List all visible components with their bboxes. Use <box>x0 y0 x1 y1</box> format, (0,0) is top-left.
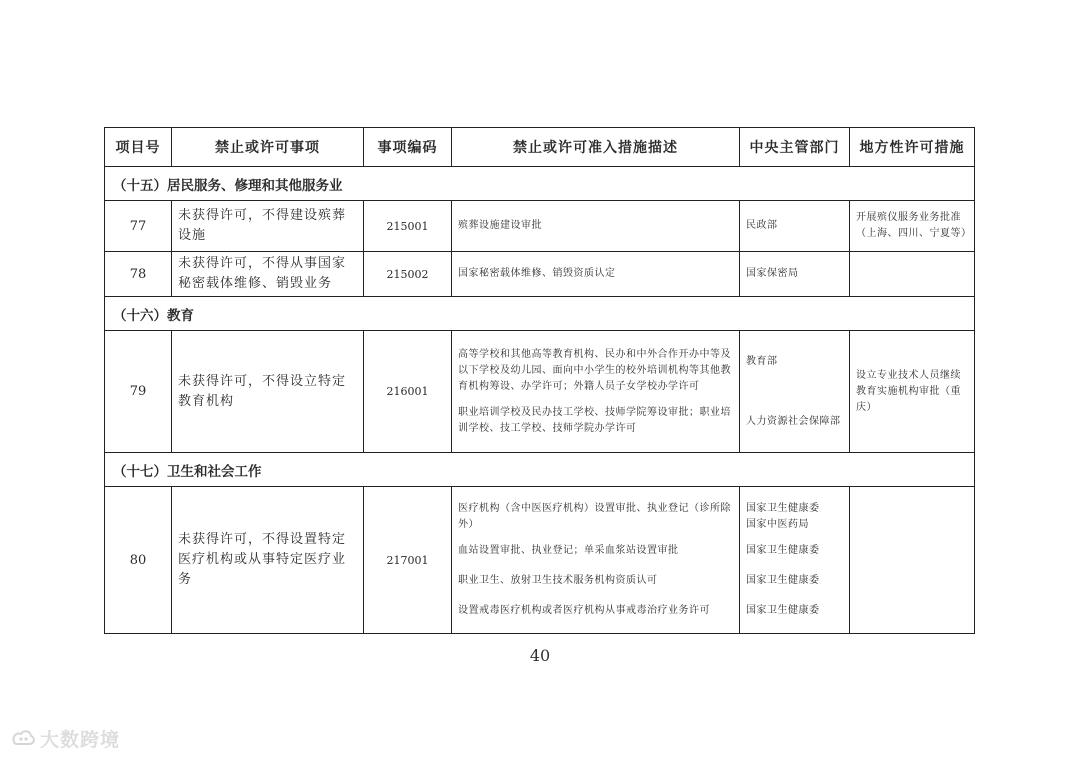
row-central-dept <box>740 201 850 252</box>
permit-table <box>104 127 975 634</box>
row-matter: 未获得许可，不得建设殡葬设施 <box>172 201 364 252</box>
watermark-text: 大数跨境 <box>40 729 121 751</box>
dept-line: 国家卫生健康委 <box>746 503 820 514</box>
dept-line: 国家卫生健康委 <box>746 545 820 556</box>
row-number: 78 <box>105 252 172 297</box>
row-code: 216001 <box>364 331 452 453</box>
page-number: 40 <box>529 646 551 665</box>
row-local-measures: 设立专业技术人员继续教育实施机构审批（重庆） <box>850 331 975 453</box>
section-row <box>105 167 975 201</box>
row-description <box>452 252 740 297</box>
table-row <box>105 331 975 453</box>
row-local-measures <box>850 252 975 297</box>
header-row <box>105 128 975 167</box>
watermark <box>10 725 120 752</box>
row-description <box>452 201 740 252</box>
watermark-logo-icon <box>10 728 36 750</box>
row-code: 217001 <box>364 487 452 634</box>
description-line: 职业卫生、放射卫生技术服务机构资质认可 <box>458 575 658 586</box>
row-number: 77 <box>105 201 172 252</box>
dept-line: 国家卫生健康委 <box>746 605 820 616</box>
dept-line: 国家保密局 <box>746 268 799 279</box>
section-title: （十六）教育 <box>105 297 975 331</box>
dept-line: 民政部 <box>746 220 778 231</box>
row-central-dept <box>740 487 850 634</box>
description-line: 殡葬设施建设审批 <box>458 220 542 231</box>
row-local-measures: 开展殡仪服务业务批准（上海、四川、宁夏等） <box>850 201 975 252</box>
row-description <box>452 331 740 453</box>
description-line: 国家秘密载体维修、销毁资质认定 <box>458 268 616 279</box>
dept-line: 教育部 <box>746 355 778 367</box>
row-matter: 未获得许可，不得从事国家秘密载体维修、销毁业务 <box>172 252 364 297</box>
header-local-measures: 地方性许可措施 <box>850 128 975 167</box>
row-central-dept <box>740 331 850 453</box>
table-row <box>105 252 975 297</box>
row-description <box>452 487 740 634</box>
header-item-number: 项目号 <box>105 128 172 167</box>
description-line: 医疗机构（含中医医疗机构）设置审批、执业登记（诊所除外） <box>458 503 731 530</box>
header-matter: 禁止或许可事项 <box>172 128 364 167</box>
section-row <box>105 297 975 331</box>
dept-line: 国家卫生健康委 <box>746 575 820 586</box>
dept-line: 人力资源社会保障部 <box>746 415 841 427</box>
dept-line: 国家中医药局 <box>746 519 809 530</box>
table-row <box>105 487 975 634</box>
row-number: 80 <box>105 487 172 634</box>
description-line: 高等学校和其他高等教育机构、民办和中外合作开办中等及以下学校及幼儿园、面向中小学生的校外培训机构等其他教育机构筹设、办学许可；外籍人员子女学校办学许可 <box>458 348 731 392</box>
row-code: 215002 <box>364 252 452 297</box>
header-description: 禁止或许可准入措施描述 <box>452 128 740 167</box>
header-central-dept: 中央主管部门 <box>740 128 850 167</box>
row-matter: 未获得许可，不得设立特定教育机构 <box>172 331 364 453</box>
section-row <box>105 453 975 487</box>
description-line: 血站设置审批、执业登记；单采血浆站设置审批 <box>458 545 679 556</box>
row-code: 215001 <box>364 201 452 252</box>
header-code: 事项编码 <box>364 128 452 167</box>
table-row <box>105 201 975 252</box>
row-central-dept <box>740 252 850 297</box>
row-number: 79 <box>105 331 172 453</box>
section-title: （十七）卫生和社会工作 <box>105 453 975 487</box>
section-title: （十五）居民服务、修理和其他服务业 <box>105 167 975 201</box>
description-line: 设置戒毒医疗机构或者医疗机构从事戒毒治疗业务许可 <box>458 605 710 616</box>
row-local-measures <box>850 487 975 634</box>
row-matter: 未获得许可，不得设置特定医疗机构或从事特定医疗业务 <box>172 487 364 634</box>
description-line: 职业培训学校及民办技工学校、技师学院筹设审批；职业培训学校、技工学校、技师学院办学许可 <box>458 406 731 434</box>
